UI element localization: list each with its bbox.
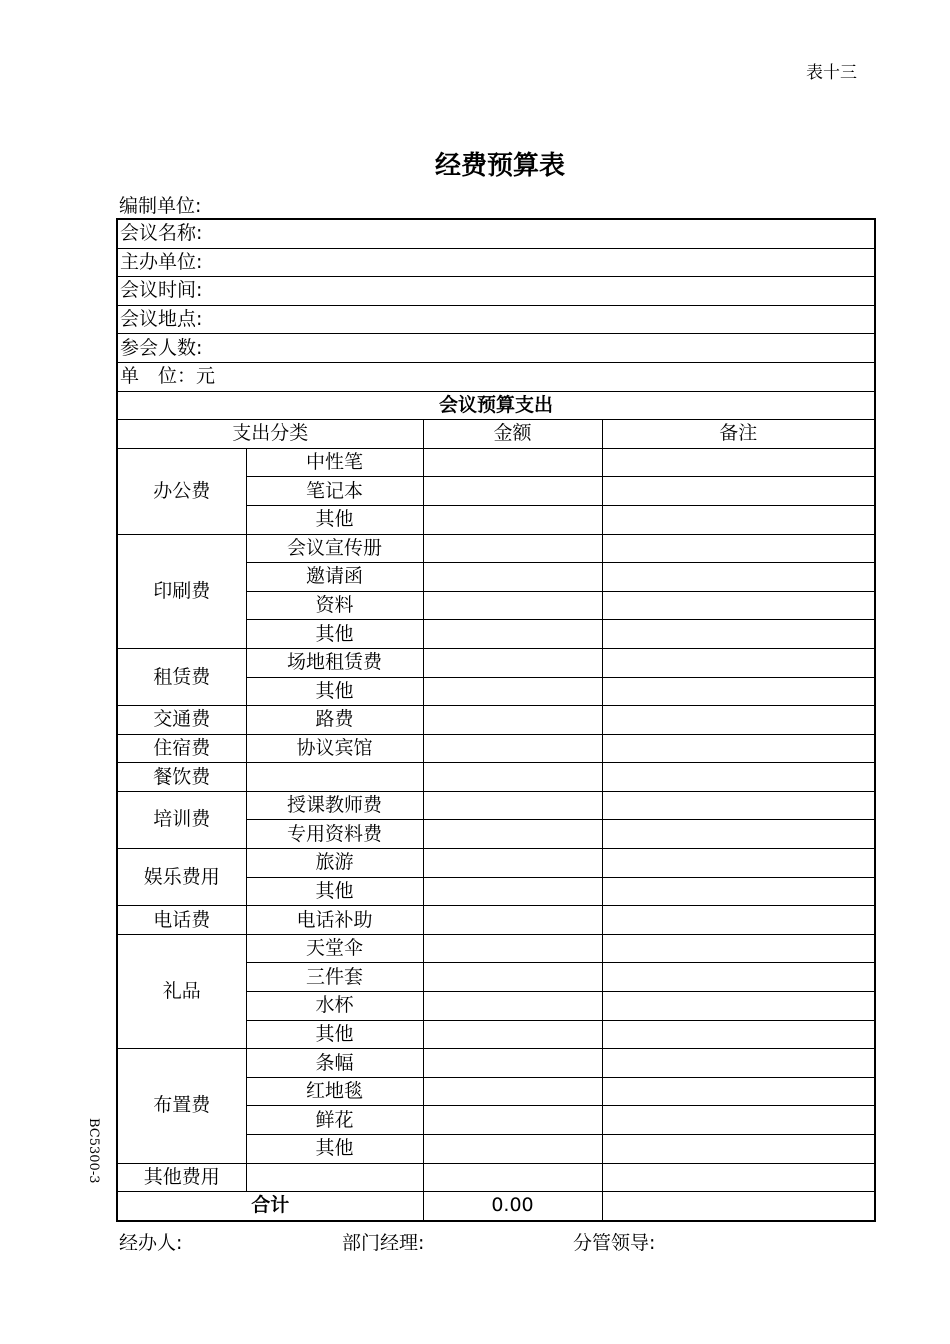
expense-row (117, 934, 875, 963)
item-name: 红地毯 (246, 1077, 423, 1106)
budget-table (116, 218, 876, 1222)
item-name: 其他 (246, 505, 423, 534)
expense-row (117, 734, 875, 763)
remark-cell[interactable] (602, 763, 875, 792)
column-header-row (117, 420, 875, 449)
item-name: 其他 (246, 620, 423, 649)
expense-row (117, 1163, 875, 1192)
remark-cell[interactable] (602, 791, 875, 820)
total-amount: 0.00 (423, 1192, 602, 1221)
expense-row (117, 448, 875, 477)
remark-cell[interactable] (602, 1135, 875, 1164)
remark-cell[interactable] (602, 563, 875, 592)
remark-cell[interactable] (602, 448, 875, 477)
amount-cell[interactable] (423, 591, 602, 620)
footer-handler: 经办人: (119, 1232, 183, 1254)
item-name: 授课教师费 (246, 791, 423, 820)
remark-cell[interactable] (602, 734, 875, 763)
amount-cell[interactable] (423, 1106, 602, 1135)
remark-cell[interactable] (602, 1020, 875, 1049)
item-name: 其他 (246, 877, 423, 906)
expense-row (117, 706, 875, 735)
remark-cell[interactable] (602, 1077, 875, 1106)
amount-cell[interactable] (423, 1020, 602, 1049)
form-number: 表十三 (806, 63, 857, 83)
remark-cell[interactable] (602, 706, 875, 735)
total-remark-cell[interactable] (602, 1192, 875, 1221)
category-name: 交通费 (117, 706, 246, 735)
item-name: 邀请函 (246, 563, 423, 592)
column-header-remark: 备注 (602, 420, 875, 449)
side-code: BC5300-3 (86, 1118, 101, 1184)
remark-cell[interactable] (602, 906, 875, 935)
expense-row (117, 906, 875, 935)
info-row (117, 334, 875, 363)
amount-cell[interactable] (423, 677, 602, 706)
category-name: 办公费 (117, 448, 246, 534)
remark-cell[interactable] (602, 677, 875, 706)
info-row (117, 277, 875, 306)
amount-cell[interactable] (423, 791, 602, 820)
item-name: 笔记本 (246, 477, 423, 506)
total-row (117, 1192, 875, 1221)
column-header-category: 支出分类 (117, 420, 423, 449)
info-cell[interactable]: 会议名称: (117, 219, 875, 248)
amount-cell[interactable] (423, 934, 602, 963)
info-row (117, 248, 875, 277)
item-name (246, 1163, 423, 1192)
unit-cell[interactable]: 单 位：元 (117, 362, 875, 391)
amount-cell[interactable] (423, 992, 602, 1021)
expense-row (117, 534, 875, 563)
amount-cell[interactable] (423, 620, 602, 649)
amount-cell[interactable] (423, 1049, 602, 1078)
remark-cell[interactable] (602, 934, 875, 963)
category-name: 布置费 (117, 1049, 246, 1163)
remark-cell[interactable] (602, 1106, 875, 1135)
item-name: 旅游 (246, 849, 423, 878)
amount-cell[interactable] (423, 820, 602, 849)
category-name: 印刷费 (117, 534, 246, 648)
section-header: 会议预算支出 (117, 391, 875, 420)
category-name: 餐饮费 (117, 763, 246, 792)
remark-cell[interactable] (602, 849, 875, 878)
item-name: 其他 (246, 1135, 423, 1164)
total-label: 合计 (117, 1192, 423, 1221)
remark-cell[interactable] (602, 992, 875, 1021)
page-title: 经费预算表 (434, 151, 565, 181)
remark-cell[interactable] (602, 1163, 875, 1192)
item-name: 条幅 (246, 1049, 423, 1078)
item-name: 路费 (246, 706, 423, 735)
info-cell[interactable]: 会议时间: (117, 277, 875, 306)
category-name: 其他费用 (117, 1163, 246, 1192)
remark-cell[interactable] (602, 877, 875, 906)
info-cell[interactable]: 参会人数: (117, 334, 875, 363)
amount-cell[interactable] (423, 1163, 602, 1192)
info-row (117, 305, 875, 334)
info-row (117, 362, 875, 391)
amount-cell[interactable] (423, 963, 602, 992)
category-name: 培训费 (117, 791, 246, 848)
info-cell[interactable]: 会议地点: (117, 305, 875, 334)
item-name: 三件套 (246, 963, 423, 992)
item-name (246, 763, 423, 792)
amount-cell[interactable] (423, 534, 602, 563)
item-name: 其他 (246, 1020, 423, 1049)
column-header-amount: 金额 (423, 420, 602, 449)
amount-cell[interactable] (423, 734, 602, 763)
expense-row (117, 791, 875, 820)
expense-row (117, 648, 875, 677)
category-name: 住宿费 (117, 734, 246, 763)
amount-cell[interactable] (423, 477, 602, 506)
category-name: 电话费 (117, 906, 246, 935)
remark-cell[interactable] (602, 620, 875, 649)
amount-cell[interactable] (423, 1077, 602, 1106)
item-name: 其他 (246, 677, 423, 706)
item-name: 协议宾馆 (246, 734, 423, 763)
amount-cell[interactable] (423, 648, 602, 677)
remark-cell[interactable] (602, 820, 875, 849)
item-name: 专用资料费 (246, 820, 423, 849)
category-name: 礼品 (117, 934, 246, 1048)
amount-cell[interactable] (423, 849, 602, 878)
expense-row (117, 763, 875, 792)
expense-row (117, 1049, 875, 1078)
section-header-row (117, 391, 875, 420)
item-name: 资料 (246, 591, 423, 620)
expense-row (117, 849, 875, 878)
amount-cell[interactable] (423, 505, 602, 534)
remark-cell[interactable] (602, 648, 875, 677)
amount-cell[interactable] (423, 706, 602, 735)
amount-cell[interactable] (423, 448, 602, 477)
amount-cell[interactable] (423, 1135, 602, 1164)
footer-dept-manager: 部门经理: (342, 1232, 425, 1254)
item-name: 水杯 (246, 992, 423, 1021)
category-name: 娱乐费用 (117, 849, 246, 906)
info-row (117, 219, 875, 248)
remark-cell[interactable] (602, 477, 875, 506)
remark-cell[interactable] (602, 534, 875, 563)
amount-cell[interactable] (423, 906, 602, 935)
remark-cell[interactable] (602, 505, 875, 534)
compiler-label: 编制单位: (119, 195, 202, 217)
remark-cell[interactable] (602, 591, 875, 620)
item-name: 会议宣传册 (246, 534, 423, 563)
item-name: 场地租赁费 (246, 648, 423, 677)
amount-cell[interactable] (423, 563, 602, 592)
category-name: 租赁费 (117, 648, 246, 705)
amount-cell[interactable] (423, 877, 602, 906)
item-name: 鲜花 (246, 1106, 423, 1135)
info-cell[interactable]: 主办单位: (117, 248, 875, 277)
remark-cell[interactable] (602, 963, 875, 992)
item-name: 天堂伞 (246, 934, 423, 963)
item-name: 中性笔 (246, 448, 423, 477)
footer-leader: 分管领导: (573, 1232, 656, 1254)
item-name: 电话补助 (246, 906, 423, 935)
remark-cell[interactable] (602, 1049, 875, 1078)
amount-cell[interactable] (423, 763, 602, 792)
